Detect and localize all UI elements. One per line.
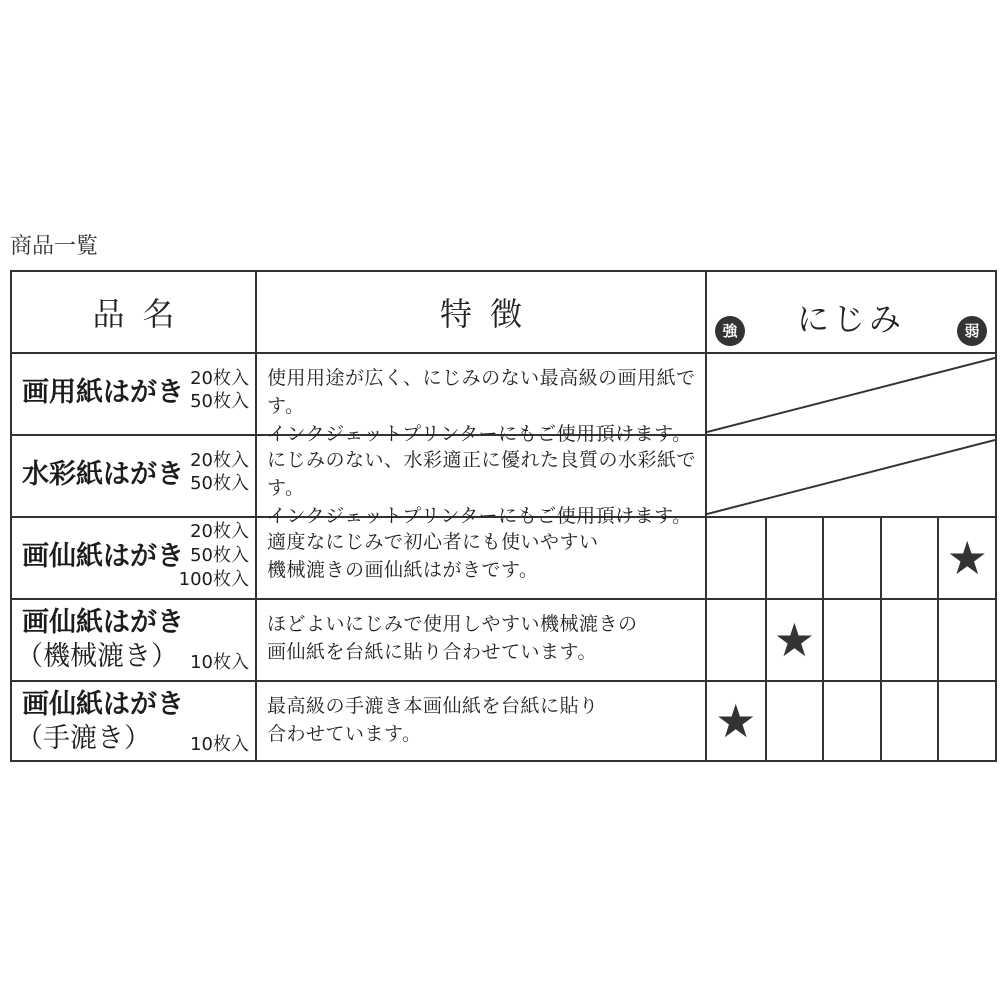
nijimi-scale-grid xyxy=(707,682,995,760)
feature-text-line: ほどよいにじみで使用しやすい機械漉きの xyxy=(267,613,638,635)
feature-text-line: にじみのない、水彩適正に優れた良質の水彩紙です。 xyxy=(267,449,697,499)
product-feature-cell xyxy=(257,600,707,682)
nijimi-level-cell xyxy=(765,518,823,598)
nijimi-level-cell xyxy=(822,518,880,598)
feature-text-line: 最高級の手漉き本画仙紙を台紙に貼り xyxy=(267,695,599,717)
header-product-name-label: 品名 xyxy=(92,295,193,333)
nijimi-level-cell xyxy=(707,600,765,680)
nijimi-scale xyxy=(707,600,995,682)
nijimi-level-cell xyxy=(880,518,938,598)
nijimi-level-cell xyxy=(707,518,765,598)
nijimi-scale xyxy=(707,682,995,760)
product-quantity: 100枚入 xyxy=(178,569,249,590)
nijimi-level-cell xyxy=(937,600,995,680)
nijimi-level-cell xyxy=(822,600,880,680)
header-features xyxy=(257,272,707,354)
product-feature-cell xyxy=(257,436,707,527)
feature-text-line: 合わせています。 xyxy=(267,723,422,745)
weak-badge-icon: 弱 xyxy=(957,316,987,346)
product-name-subtitle: （手漉き） xyxy=(16,723,151,754)
nijimi-level-cell xyxy=(765,600,823,680)
product-feature-cell xyxy=(257,682,707,760)
star-icon: ★ xyxy=(946,531,988,585)
product-quantity: 20枚入 xyxy=(190,450,249,471)
feature-text-line: 画仙紙を台紙に貼り合わせています。 xyxy=(267,641,597,663)
star-icon: ★ xyxy=(715,694,757,748)
product-name-cell xyxy=(12,682,257,760)
product-name-cell xyxy=(12,436,257,518)
star-icon: ★ xyxy=(773,613,816,667)
feature-text-line: インクジェットプリンターにもご使用頂けます。 xyxy=(267,423,692,445)
product-feature-cell xyxy=(257,354,707,445)
header-features-label: 特徴 xyxy=(439,295,540,333)
product-quantity: 20枚入 xyxy=(190,521,249,542)
feature-text-line: 使用用途が広く、にじみのない最高級の画用紙です。 xyxy=(267,367,696,417)
product-name-cell xyxy=(12,518,257,600)
product-name: 画仙紙はがき xyxy=(22,541,184,572)
diagonal-slash-icon xyxy=(707,354,995,434)
nijimi-scale-grid xyxy=(707,518,995,598)
product-quantity: 50枚入 xyxy=(190,473,249,494)
nijimi-level-cell xyxy=(765,682,823,760)
nijimi-scale xyxy=(707,518,995,600)
header-nijimi-label: にじみ xyxy=(796,300,905,338)
product-quantity: 10枚入 xyxy=(190,652,249,673)
product-name: 画仙紙はがき xyxy=(22,607,184,638)
product-quantity: 20枚入 xyxy=(190,368,249,389)
nijimi-na-cell xyxy=(707,354,995,436)
product-feature-cell xyxy=(257,518,707,600)
product-name-cell xyxy=(12,600,257,682)
product-name-cell xyxy=(12,354,257,436)
product-name: 画用紙はがき xyxy=(22,377,184,408)
product-name: 水彩紙はがき xyxy=(22,459,184,490)
product-quantity: 50枚入 xyxy=(190,545,249,566)
diagonal-slash-icon xyxy=(707,436,995,516)
strong-badge-icon: 強 xyxy=(715,316,745,346)
table-caption: 商品一覧 xyxy=(10,234,99,259)
nijimi-na-cell xyxy=(707,436,995,518)
feature-text-line: 適度なにじみで初心者にも使いやすい xyxy=(267,531,599,553)
nijimi-level-cell xyxy=(937,682,995,760)
nijimi-level-cell xyxy=(822,682,880,760)
product-name-subtitle: （機械漉き） xyxy=(16,641,178,672)
product-quantity: 50枚入 xyxy=(190,391,249,412)
product-quantity: 10枚入 xyxy=(190,734,249,755)
nijimi-level-cell xyxy=(880,682,938,760)
product-table xyxy=(10,270,997,762)
nijimi-scale-grid xyxy=(707,600,995,680)
nijimi-level-cell xyxy=(880,600,938,680)
nijimi-level-cell xyxy=(937,518,995,598)
feature-text-line: 機械漉きの画仙紙はがきです。 xyxy=(267,559,539,581)
feature-text-line: インクジェットプリンターにもご使用頂けます。 xyxy=(267,505,692,527)
header-nijimi xyxy=(707,272,995,354)
nijimi-level-cell xyxy=(707,682,765,760)
header-product-name xyxy=(12,272,257,354)
product-name: 画仙紙はがき xyxy=(22,689,184,720)
